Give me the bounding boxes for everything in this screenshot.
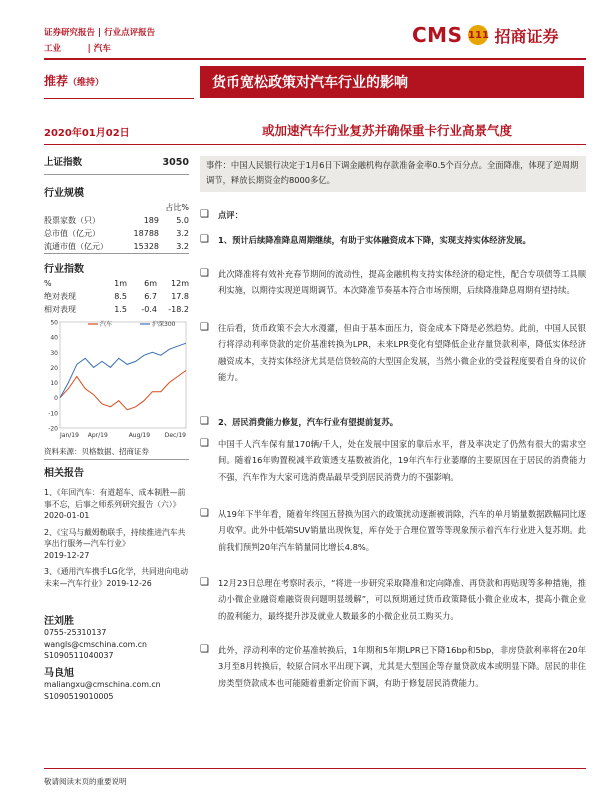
logo-cn: 招商证券 (494, 26, 559, 46)
footer-note: 敬请阅读末页的重要说明 (44, 777, 127, 786)
bullet-icon: ❑ (200, 577, 209, 588)
bullet-icon: ❑ (200, 322, 209, 333)
perf-row: 绝对表现 8.5 6.7 17.8 (44, 292, 189, 301)
industry-path (44, 42, 111, 54)
paragraph: 中国千人汽车保有量170辆/千人，处在发展中国家的靠后水平，普及率决定了仍然有很大的需求空间。随着16年购置税减半政策透支基数被消化，19年汽车行业萎靡的主要原因在于居民的消费能力不强，汽车作为大家可选消费品最早受到居民消费力的不强影响。 (218, 439, 586, 482)
logo-circle (468, 25, 488, 45)
report-type-label: 证券研究报告 (44, 28, 96, 38)
analyst-id: S1090519010005 (44, 691, 114, 701)
section-1-heading: 1、预计后续降准降息周期继续，有助于实体融资成本下降，实现支持实体经济发展。 (218, 235, 531, 245)
paragraph: 往后看，货币政策不会大水漫灌，但由于基本面压力，资金成本下降是必然趋势。此前，中国人民银行将浮动利率贷款的定价基准转换为LPR，未来LPR变化有望降低企业存量贷款利率，降低实体经济融资成本，支持实体经济尤其是信贷较高的大型国企发展，当然小微企业的受益程度要看自身的议价能力。 (218, 323, 586, 382)
analyst-name: 马良旭 (44, 668, 74, 679)
divider (44, 459, 189, 460)
related-item[interactable]: 1、《年回汽车：有道超车、成本制胜—前事不忘，后事之师系列研究报告（六）》 2020-01-01 (44, 488, 186, 520)
x-tick-label: Aug/19 (128, 432, 151, 439)
report-subtype-label: 行业点评报告 (104, 28, 156, 38)
analyst-1 (44, 612, 189, 662)
y-tick-label: 40 (50, 334, 58, 342)
chart-source: 资料来源：贝格数据、招商证券 (44, 447, 149, 456)
x-tick-label: Dec/19 (164, 432, 186, 439)
x-tick-label: Jan/19 (60, 432, 79, 439)
index-box (44, 156, 189, 169)
y-tick-label: -20 (48, 425, 58, 433)
industry-scale (44, 184, 189, 253)
footer-rule (44, 768, 586, 769)
analyst-name: 汪刘胜 (44, 616, 74, 627)
bullet-icon: ❑ (200, 268, 209, 279)
separator: | (97, 28, 105, 38)
rating-underline (44, 98, 194, 99)
index-value: 3050 (162, 157, 189, 168)
header-rule (44, 58, 586, 60)
related-title: 相关报告 (44, 468, 84, 479)
bullet-icon: ❑ (200, 438, 209, 449)
related-reports (44, 464, 189, 589)
analyst-email[interactable]: wangls@cmschina.com.cn (44, 639, 147, 649)
brand-logo (412, 22, 559, 48)
analyst-phone: 0755-25310137 (44, 628, 107, 637)
y-tick-label: 20 (50, 364, 58, 372)
report-date: 2020年01月02日 (44, 128, 130, 139)
legend-label: 沪深300 (152, 321, 176, 329)
perf-col: 12m (171, 279, 189, 288)
legend-label: 汽车 (100, 321, 113, 329)
industry-l2: 汽车 (93, 44, 111, 54)
report-subtitle: 或加速汽车行业复苏并确保重卡行业高景气度 (262, 123, 513, 138)
bullet-icon: ❑ (200, 209, 209, 220)
rating (44, 72, 104, 89)
comments-label: 点评： (218, 210, 243, 220)
scale-row: 股票家数（只） 189 5.0 (44, 216, 189, 225)
y-tick-label: 10 (50, 380, 58, 388)
index-label: 上证指数 (44, 157, 83, 168)
perf-col: % (44, 279, 52, 288)
analyst-2 (44, 664, 189, 702)
paragraph: 此外，浮动利率的定价基准转换后，1年期和5年期LPR已下降16bp和5bp，非房贷款利率将在20年3月至8月转换后，较原合同水平出现下调，尤其是大型国企等存量贷款成本或明显下降。居民的非住房类型贷款成本也可能随着重新定价而下调，有助于修复居民消费能力。 (218, 645, 586, 688)
y-tick-label: -10 (48, 410, 58, 418)
event-label: 事件： (206, 160, 231, 170)
section-2-heading: 2、居民消费能力修复，汽车行业有望提前复苏。 (218, 417, 399, 427)
bullet-icon: ❑ (200, 416, 209, 427)
bullet-icon: ❑ (200, 644, 209, 655)
rating-sub: （维持） (68, 78, 105, 88)
report-title: 货币宽松政策对汽车行业的影响 (200, 66, 584, 98)
analyst-id: S1090511040037 (44, 651, 114, 660)
y-tick-label: 50 (50, 319, 58, 327)
scale-col-header: 占比% (165, 203, 189, 212)
paragraph: 此次降准将有效补充春节期间的流动性，提高金融机构支持实体经济的稳定性，配合专项债等工具顺利实施，以期待实现逆周期调节。本次降准节奏基本符合市场预期，后续降准降息周期有望持续。 (218, 269, 586, 296)
y-tick-label: 0 (54, 395, 58, 403)
scale-row: 总市值（亿元） 18788 3.2 (44, 229, 189, 238)
perf-col: 1m (114, 279, 127, 288)
related-item[interactable]: 2、《宝马与戴姆勒联手，持续推进汽车共享出行服务—汽车行业》 2019-12-27 (44, 527, 186, 560)
series-line (60, 371, 186, 410)
related-item[interactable]: 3、《通用汽车携手LG化学，共同进向电动未来—汽车行业》2019-12-26 (44, 567, 188, 588)
scale-title: 行业规模 (44, 188, 84, 199)
separator: | (63, 44, 94, 54)
perf-col: 6m (144, 279, 157, 288)
report-type (44, 26, 155, 38)
chart-frame (60, 322, 186, 428)
subtitle-rule (44, 144, 586, 145)
bullet-icon: ❑ (200, 234, 209, 245)
scale-row: 流通市值（亿元） 15328 3.2 (44, 242, 189, 251)
industry-l1: 工业 (44, 44, 62, 54)
divider (44, 253, 189, 254)
series-line (60, 343, 186, 398)
event-box (200, 156, 586, 192)
industry-index (44, 260, 189, 316)
perf-row: 相对表现 1.5 -0.4 -18.2 (44, 305, 189, 314)
y-tick-label: 30 (50, 349, 58, 357)
perf-title: 行业指数 (44, 264, 84, 275)
logo-circle-text: 111 (468, 29, 489, 41)
divider (44, 174, 189, 175)
logo-latin: CMS (412, 23, 463, 47)
event-text: 中国人民银行决定于1月6日下调金融机构存款准备金率0.5个百分点。全面降准，体现了逆周期调节，释放长期资金约8000多亿。 (206, 160, 579, 185)
x-tick-label: Apr/19 (87, 432, 108, 439)
paragraph: 从19年下半年看，随着年终国五替换为国六的政策扰动逐渐被消除，汽车的单月销量数据跌幅同比逐月收窄。此外中低端SUV销量出现恢复，库存处于合理位置等等现象预示着汽车行业进入复苏期。此前我们预判20年汽车销量同比增长4.8%。 (218, 509, 586, 552)
performance-chart (40, 316, 192, 444)
rating-label: 推荐 (44, 74, 69, 88)
analyst-email[interactable]: maliangxu@cmschina.com.cn (44, 680, 161, 689)
bullet-icon: ❑ (200, 508, 209, 519)
paragraph: 12月23日总理在考察时表示，“将进一步研究采取降准和定向降准、再贷款和再贴现等多种措施，推动小微企业融资难融资贵问题明显缓解”，可以预期通过货币政策降低小微企业成本，提高小微企业的盈利能力，最终提升涉及就业人数最多的小微企业员工购买力。 (218, 578, 586, 621)
